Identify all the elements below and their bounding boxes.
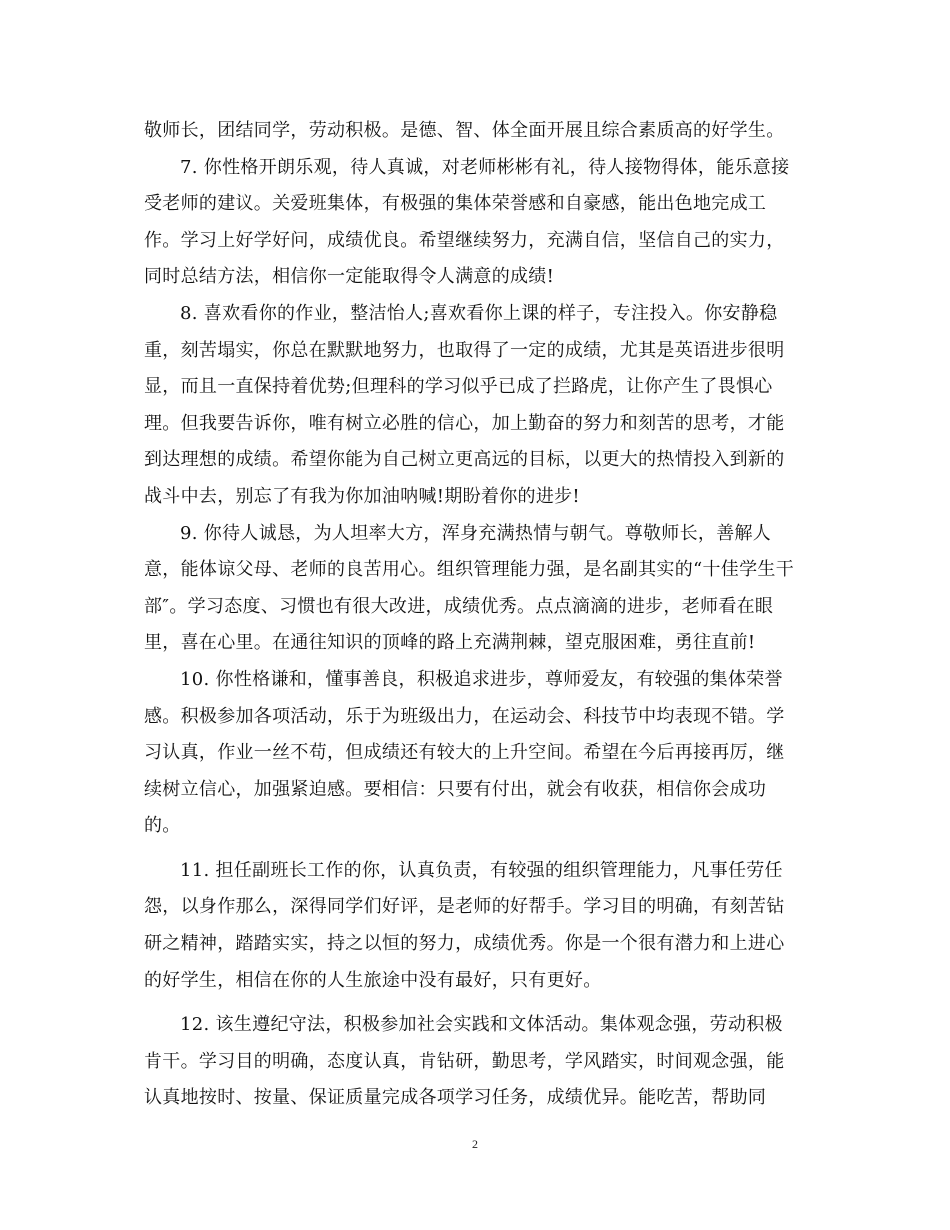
text-line: 认真地按时、按量、保证质量完成各项学习任务，成绩优异。能吃苦，帮助同: [144, 1087, 767, 1109]
text-line: 9. 你待人诚恳，为人坦率大方，浑身充满热情与朝气。尊敬师长，善解人: [180, 522, 772, 544]
document-body: [144, 113, 809, 1117]
paragraph-p8: [144, 296, 809, 516]
text-line: 部″。学习态度、习惯也有很大改进，成绩优秀。点点滴滴的进步，老师看在眼: [144, 595, 774, 617]
paragraph-gap: [144, 999, 809, 1007]
text-line: 敬师长，团结同学，劳动积极。是德、智、体全面开展且综合素质高的好学生。: [144, 120, 785, 141]
paragraph-p9: [144, 516, 809, 662]
text-line: 到达理想的成绩。希望你能为自己树立更高远的目标，以更大的热情投入到新的: [144, 449, 785, 471]
text-line: 肯干。学习目的明确，态度认真，肯钻研，勤思考，学风踏实，时间观念强，能: [144, 1050, 785, 1072]
text-line: 的好学生，相信在你的人生旅途中没有最好，只有更好。: [144, 969, 602, 991]
text-line: 10. 你性格谦和，懂事善良，积极追求进步，尊师爱友，有较强的集体荣誉: [180, 668, 783, 690]
text-line: 7. 你性格开朗乐观，待人真诚，对老师彬彬有礼，待人接物得体，能乐意接: [180, 156, 790, 178]
text-line: 怨，以身作那么，深得同学们好评，是老师的好帮手。学习目的明确，有刻苦钻: [144, 896, 785, 918]
text-line: 续树立信心，加强紧迫感。要相信：只要有付出，就会有收获，相信你会成功: [144, 778, 767, 800]
text-line: 研之精神，踏踏实实，持之以恒的努力，成绩优秀。你是一个很有潜力和上进心: [144, 933, 785, 955]
text-line: 12. 该生遵纪守法，积极参加社会实践和文体活动。集体观念强，劳动积极: [180, 1014, 783, 1036]
text-line: 重，刻苦塌实，你总在默默地努力，也取得了一定的成绩，尤其是英语进步很明: [144, 339, 785, 361]
text-line: 8. 喜欢看你的作业，整洁怡人;喜欢看你上课的样子，专注投入。你安静稳: [180, 302, 778, 324]
page-number: 2: [472, 1137, 478, 1151]
paragraph-p11: [144, 853, 809, 999]
paragraph-p6-tail: [144, 113, 809, 150]
text-line: 显，而且一直保持着优势;但理科的学习似乎已成了拦路虎，让你产生了畏惧心: [144, 376, 773, 398]
text-line: 受老师的建议。关爱班集体，有极强的集体荣誉感和自豪感，能出色地完成工: [144, 193, 767, 215]
text-line: 里，喜在心里。在通往知识的顶峰的路上充满荆棘，望克服困难，勇往直前!: [144, 632, 756, 654]
text-line: 习认真，作业一丝不苟，但成绩还有较大的上升空间。希望在今后再接再厉，继: [144, 742, 785, 764]
text-line: 11. 担任副班长工作的你，认真负责，有较强的组织管理能力，凡事任劳任: [180, 859, 783, 881]
text-line: 的。: [144, 815, 181, 837]
text-line: 同时总结方法，相信你一定能取得令人满意的成绩!: [144, 266, 555, 288]
paragraph-p7: [144, 150, 809, 296]
paragraph-p10: [144, 662, 809, 845]
text-line: 感。积极参加各项活动，乐于为班级出力，在运动会、科技节中均表现不错。学: [144, 705, 785, 727]
paragraph-gap: [144, 845, 809, 853]
paragraph-p12: [144, 1007, 809, 1117]
text-line: 理。但我要告诉你，唯有树立必胜的信心，加上勤奋的努力和刻苦的思考，才能: [144, 412, 785, 434]
text-line: 战斗中去，别忘了有我为你加油呐喊!期盼着你的进步!: [144, 485, 580, 507]
text-line: 意，能体谅父母、老师的良苦用心。组织管理能力强，是名副其实的“十佳学生干: [144, 559, 794, 581]
text-line: 作。学习上好学好问，成绩优良。希望继续努力，充满自信，坚信自己的实力，: [144, 229, 785, 251]
